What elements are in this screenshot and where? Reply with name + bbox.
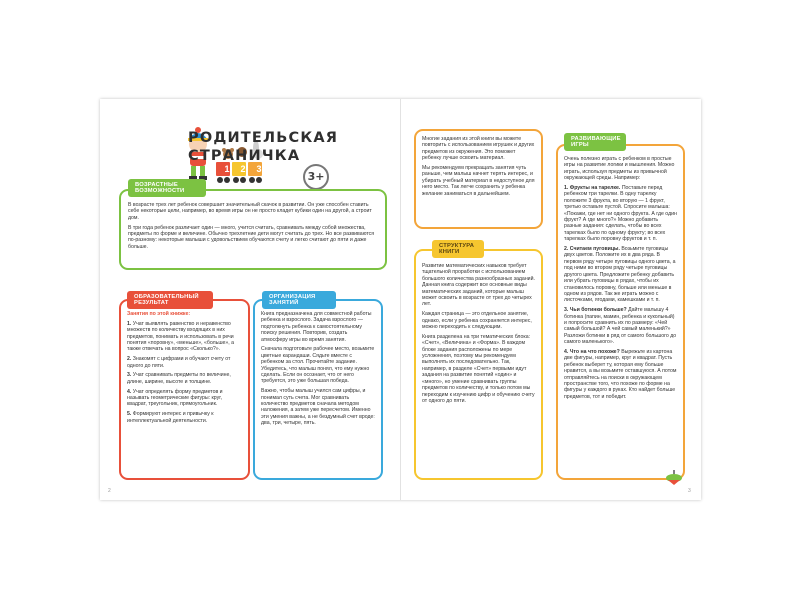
result-item-3: 3. Учат сравнивать предметы по величине, длине, ширине, высоте и толщине. [127, 372, 231, 385]
result-item-4: 4. Учат определять форму предметов и называть геометрические фигуры: круг, квадрат, треугольник, прямоугольник. [127, 388, 223, 408]
train-number-2: 2 [240, 164, 246, 174]
age-section-p1: В возрасте трех лет ребенок совершает значительный скачок в развитии. Он уже способен ставить себе некоторые цели, например, во время игры он не просто кладет кубики один на другой, а строит дом. [128, 202, 372, 221]
structure-p1: Развитие математических навыков требует тщательной проработки с использованием большого количества разнообразных заданий. Данная книга содержит все основные виды математических заданий, которые малыш может освоить в возрасте от трех до четырех лет. [422, 263, 535, 308]
result-section-text [121, 301, 248, 431]
structure-section-text [416, 251, 541, 412]
games-section-box [556, 144, 685, 480]
page-title-line1: РОДИТЕЛЬСКАЯ [188, 130, 339, 146]
games-intro: Очень полезно играть с ребенком в простые игры на развитие логики и мышления. Можно играть, используя предметы из привычной окружающей среды. Например: [564, 156, 675, 182]
result-section-tag: ОБРАЗОВАТЕЛЬНЫЙ РЕЗУЛЬТАТ [127, 291, 213, 309]
organization-p2: Сначала подготовьте рабочее место, возьмите цветные карандаши. Сядьте вместе с ребенком за стол. Прочитайте задание. Убедитесь, что малыш понял, что ему нужно сделать. Если он осознает, что от него требуется, это уже большая победа. [261, 346, 375, 385]
games-item-2: 2. Считаем пуговицы. Возьмите пуговицы двух цветов. Положите их в два ряда. В первом ряду четыре пуговицы одного цвета, а под ними во втором ряду четыре пуговицы другого цвета. Предложите ребенку добавить или убрать пуговицы в рядах, чтобы их становилось поровну, больше или меньше в одном из рядов. Так же играть можно с листочками, ягодами, камешками и т. п. [564, 246, 676, 304]
games-item-3: 3. Чьи ботинки больше? Дайте малышу 4 ботинка (папин, мамин, ребенка и кукольный) и попросите сравнить их по размеру: «Чей самый большой? А чей самый маленький?» Разложи ботинки в ряд от самого большого до самого маленького». [564, 307, 677, 346]
organization-p3: Важно, чтобы малыш учился сам цифры, и понимал суть счета. Мог сравнивать количество предметов сначала методом наложения, а затем уже пересчетом. Именно эти умения важны, а не бездумный счет вроде: два, три, четыре, пять. [261, 388, 375, 427]
train-number-1: 1 [224, 164, 230, 174]
games-section-tag: РАЗВИВАЮЩИЕ ИГРЫ [564, 133, 626, 151]
page-title [188, 129, 338, 165]
structure-p3: Книга разделена на три тематических блока: «Счет», «Величина» и «Форма». В каждом блоке задания расположены по мере усложнения, поэтому мы рекомендуем выполнять их последовательно. Так, например, в разделе «Счет» первыми идут задания на развитие понятий «один» и «много», но умение сравнивать группы предметов по количеству, и только потом мы переходим к изучению цифр и обучению счету от одного до пяти. [422, 333, 535, 404]
result-item-1: 1. Учат выявлять равенство и неравенство множеств по количеству входящих в них предметов, понимать и использовать в речи понятия «поровну», «меньше», «больше», а также отвечать на вопрос «Сколько?». [127, 320, 235, 353]
result-heading: Занятия по этой книжке: [127, 311, 191, 317]
intro-p2: Мы рекомендуем прекращать занятия чуть раньше, чем малыш начнет терять интерес, и убирать учебный материал в недоступное для него место. Так легче сохранить у ребенка желание заниматься в дальнейшем. [422, 165, 535, 197]
age-badge: 3+ [303, 164, 329, 190]
intro-text [416, 131, 541, 204]
structure-section-box [414, 249, 543, 480]
age-section-text [121, 191, 385, 258]
page-number-right: 3 [688, 488, 691, 494]
organization-section-tag: ОРГАНИЗАЦИЯ ЗАНЯТИЙ [262, 291, 336, 309]
organization-section-box [253, 299, 383, 480]
intro-text-box [414, 129, 543, 229]
age-section-tag: ВОЗРАСТНЫЕ ВОЗМОЖНОСТИ [128, 179, 206, 197]
page-number-left: 2 [108, 488, 111, 494]
train-number-3: 3 [256, 164, 262, 174]
intro-p1: Многие задания из этой книги вы можете повторить с использованием игрушек и других предметов из окружения. Это поможет ребенку лучше освоить материал. [422, 136, 535, 162]
spinning-top-icon [664, 470, 684, 486]
organization-p1: Книга предназначена для совместной работы ребенка и взрослого. Задача взрослого — подтолкнуть ребенка к самостоятельному поиску решения. Повторив, создать атмосферу игры во время занятия. [261, 311, 372, 343]
result-section-box [119, 299, 250, 480]
structure-section-tag: СТРУКТУРА КНИГИ [432, 240, 484, 258]
structure-p2: Каждая страница — это отдельное занятие, однако, если у ребенка сохраняется интерес, можно переходить к следующим. [422, 311, 532, 331]
page-title-line2: СТРАНИЧКА [188, 148, 301, 164]
games-section-text [558, 146, 683, 408]
games-item-1: 1. Фрукты на тарелке. Поставьте перед ребенком три тарелки. В одну тарелку положите 3 фрукта, во вторую — 1 фрукт, третью оставьте пустой. Спросите малыша: «Покажи, где нет ни одного фрукта. А где один фрукт? А где много?» Можно добавить разные задания: сделать, чтобы во всех тарелках было по одному фрукту; во всех тарелках было поровну фруктов и т. п. [564, 185, 677, 243]
games-item-4: 4. Что на что похоже? Вырежьте из картона две фигуры, например, круг и квадрат. Пусть ребенок выберет ту, которая ему больше нравится, а вы возьмите оставшуюся. А потом отправляйтесь на поиски в окружающем пространстве того, что похоже по форме на фигуры у каждого в руках. Кто найдет больше предметов, тот и победит. [564, 348, 677, 400]
result-item-5: 5. Формируют интерес и привычку к интеллектуальной деятельности. [127, 411, 214, 424]
age-section-p2: В три года ребенок различает один — много, учится считать, сравнивать между собой множества, предметы по форме и величине. Обычно трехлетние дети могут считать до трех. Но все развиваются по-разному: некоторые малыши с удовольствием обучаются счету и легко считают до пяти и даже больше. [128, 224, 375, 250]
page-fold [400, 99, 401, 500]
organization-section-text [255, 301, 381, 434]
result-item-2: 2. Знакомят с цифрами и обучают счету от одного до пяти. [127, 356, 231, 369]
age-section-box [119, 189, 387, 270]
